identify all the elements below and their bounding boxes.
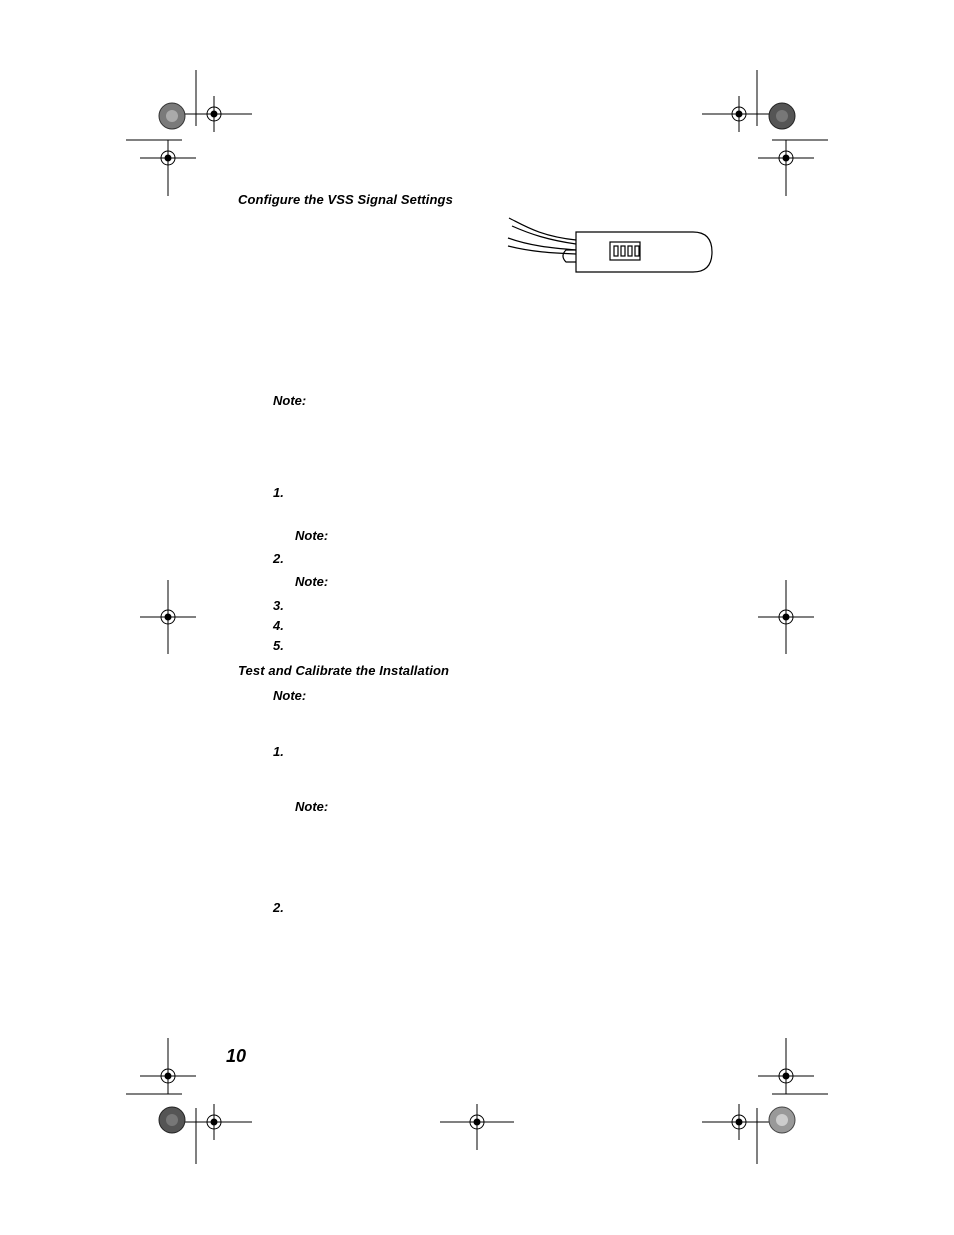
registration-mark-left-upper [140, 140, 196, 196]
note-label: Note: [273, 688, 307, 703]
step-number: 4. [273, 618, 284, 633]
registration-mark-bottom-right [702, 1104, 777, 1140]
registration-mark-right-middle [758, 580, 814, 654]
registration-mark-bottom-center [440, 1104, 514, 1150]
step-number: 3. [273, 598, 284, 613]
page-number: 10 [226, 1046, 247, 1066]
section-heading-test-calibrate: Test and Calibrate the Installation [238, 663, 450, 678]
registration-mark-top-right [702, 96, 777, 132]
registration-mark-right-lower [758, 1038, 814, 1094]
note-label: Note: [273, 393, 307, 408]
step-number: 2. [273, 900, 284, 915]
registration-mark-top-left [177, 96, 252, 132]
step-number: 1. [273, 485, 284, 500]
registration-mark-left-middle [140, 580, 196, 654]
vss-module-illustration [508, 218, 712, 272]
note-label: Note: [295, 799, 329, 814]
step-number: 5. [273, 638, 284, 653]
step-number: 2. [273, 551, 284, 566]
starburst-target-top-right [769, 103, 795, 129]
note-label: Note: [295, 528, 329, 543]
registration-mark-left-lower [140, 1038, 196, 1094]
step-number: 1. [273, 744, 284, 759]
registration-mark-right-upper [758, 140, 814, 196]
starburst-target-bottom-right [769, 1107, 795, 1133]
starburst-target-bottom-left [159, 1107, 185, 1133]
note-label: Note: [295, 574, 329, 589]
section-heading-configure-vss: Configure the VSS Signal Settings [238, 192, 453, 207]
starburst-target-top-left [159, 103, 185, 129]
registration-mark-bottom-left [177, 1104, 252, 1140]
